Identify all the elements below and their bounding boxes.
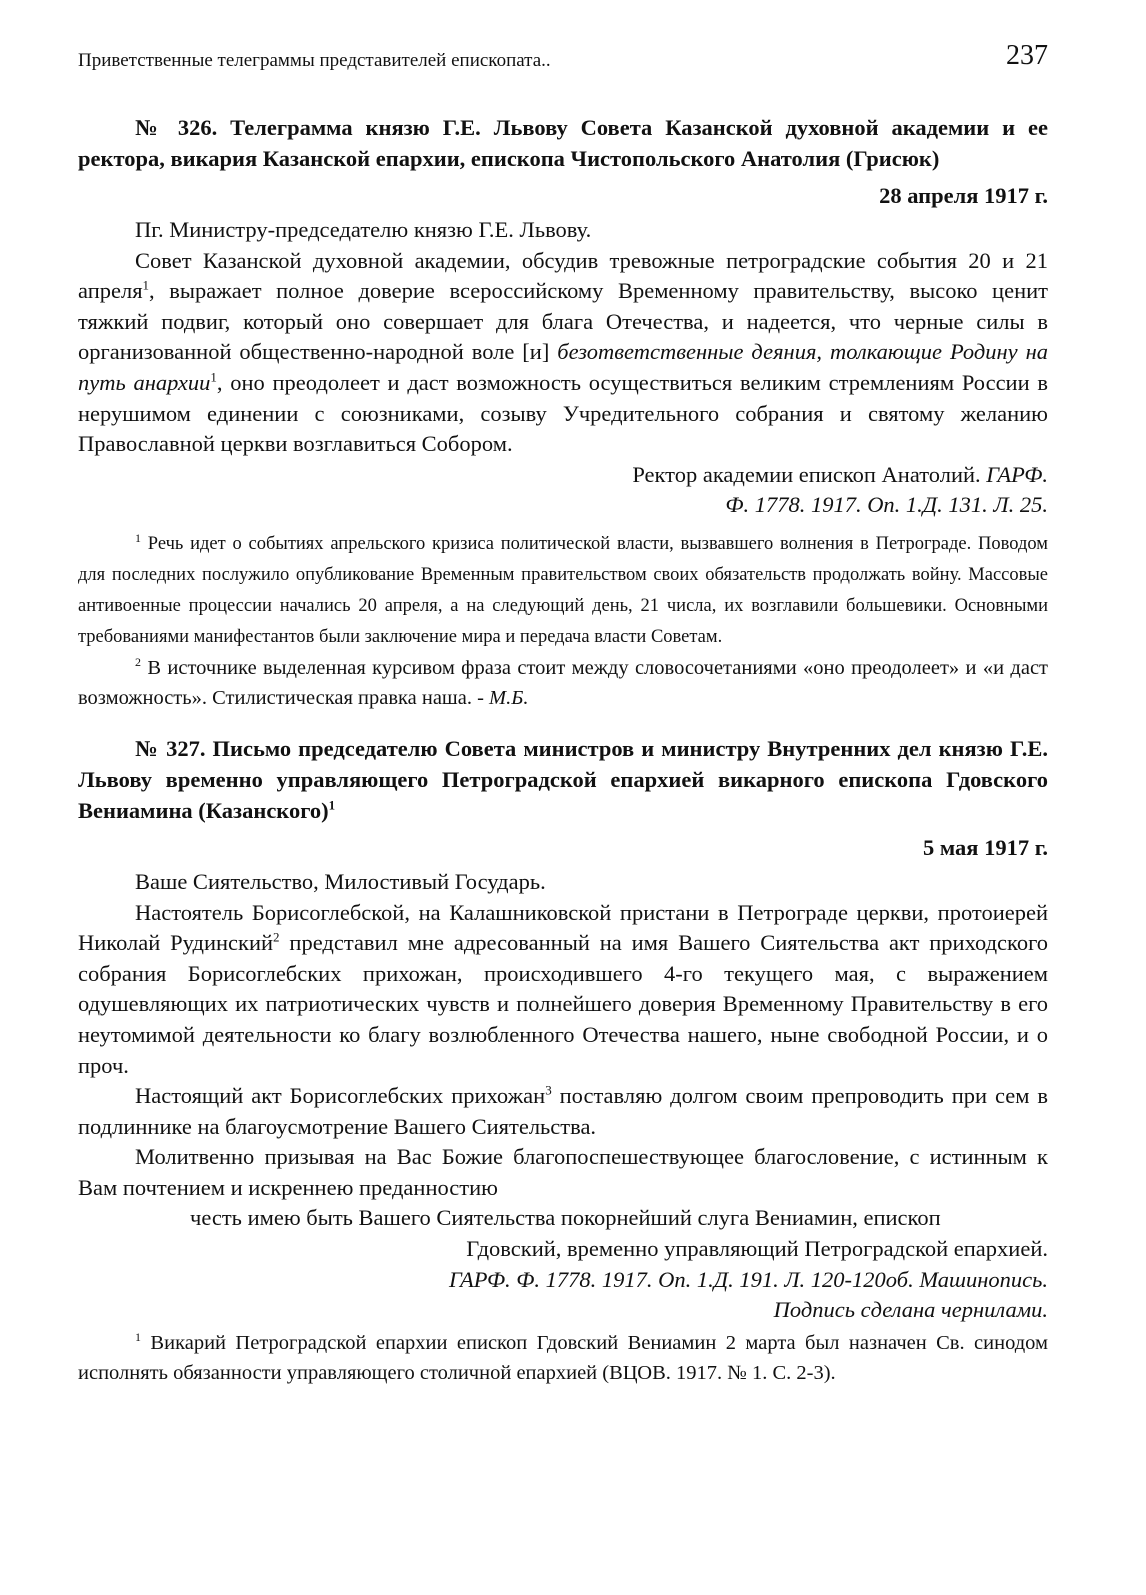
doc-326-address: Пг. Министру-председателю князю Г.Е. Львову. <box>135 217 592 242</box>
doc-327-signature-1: честь имею быть Вашего Сиятельства покорнейший слуга Вениамин, епископ <box>190 1205 941 1231</box>
doc-326-footnote-1 <box>78 529 1048 653</box>
footnote-mark: 1 <box>135 530 141 545</box>
footnote-ref-2: 2 <box>273 929 280 945</box>
doc-326-footnote-2 <box>78 653 1048 713</box>
body-text-b: , выражает полное доверие всероссийскому Временному правительству, высоко ценит тяжкий подвиг, который оно совершает для блага Отечества, и надеется, что черные силы в организованной общественно-народной воле [и] <box>78 278 1048 365</box>
source-archive: ГАРФ. <box>986 461 1048 487</box>
doc-326-heading: № 326. Телеграмма князю Г.Е. Львову Совета Казанской духовной академии и ее ректора, викария Казанской епархии, епископа Чистопольского Анатолия (Грисюк) <box>78 115 1048 171</box>
p2-text-a: Настоящий акт Борисоглебских прихожан <box>135 1083 546 1109</box>
heading-text: № 327. Письмо председателю Совета министров и министру Внутренних дел князю Г.Е. Львову временно управляющего Петроградской епархией викарного епископа Гдовского Вениамина (Казанского) <box>78 735 1048 823</box>
footnote-ref-1: 1 <box>142 277 150 293</box>
p2-text-b: поставляю долгом своим препроводить при сем в подлиннике на благоусмотрение Вашего Сиятельства. <box>78 1083 1049 1139</box>
doc-327-paragraph-1 <box>78 898 1048 1082</box>
heading-footnote-ref: 1 <box>328 797 336 813</box>
running-title: Приветственные телеграммы представителей епископата.. <box>78 50 551 71</box>
doc-327-signature-2: Гдовский, временно управляющий Петроградской епархией. <box>466 1236 1048 1262</box>
doc-327-date: 5 мая 1917 г. <box>922 834 1048 860</box>
footnote-ref-2: 1 <box>210 369 217 385</box>
p1-text-b: представил мне адресованный на имя Вашего Сиятельства акт приходского собрания Борисоглебских прихожан, происходившего 4-го текущего мая, с выражением одушевляющих их патриотических чувств и полнейшего доверия Временному Правительству в его неутомимой деятельности ко благу возлюбленного Отечества нашего, ныне свободной России, и о проч. <box>78 930 1048 1078</box>
doc-327-paragraph-2 <box>78 1081 1048 1142</box>
doc-326-body <box>78 246 1048 460</box>
running-head <box>78 40 1048 88</box>
footnote-text: В источнике выделенная курсивом фраза стоит между словосочетаниями «оно преодолеет» и «и даст возможность». Стилистическая правка наша. - <box>78 656 1049 709</box>
doc-327-salutation: Ваше Сиятельство, Милостивый Государь. <box>135 868 546 894</box>
footnote-text: Викарий Петроградской епархии епископ Гдовский Вениамин 2 марта был назначен Св. синодом исполнять обязанности управляющего столичной епархией (ВЦОВ. 1917. № 1. С. 2-3). <box>78 1331 1048 1384</box>
footnote-mark: 2 <box>135 655 141 670</box>
body-text-a: Совет Казанской духовной академии, обсудив тревожные петроградские события 20 и 21 апреля <box>78 247 1048 304</box>
page-number: 237 <box>1006 40 1048 71</box>
doc-326-signature <box>78 460 1048 491</box>
body-text-c: , оно преодолеет и даст возможность осуществиться великим стремлениям России в нерушимом единении с союзниками, созыву Учредительного собрания и святому желанию Православной церкви возглавиться Собором. <box>78 369 1048 457</box>
doc-327-paragraph-3: Молитвенно призывая на Вас Божие благопоспешествующее благословение, с истинным к Вам почтением и искреннею преданностию <box>78 1144 1048 1200</box>
doc-326-date: 28 апреля 1917 г. <box>879 183 1048 208</box>
body-italic: безответственные деяния, толкающие Родину на путь анархии <box>78 339 1048 395</box>
footnote-mark: 1 <box>135 1330 141 1345</box>
doc-326-source: Ф. 1778. 1917. Оп. 1.Д. 131. Л. 25. <box>725 492 1048 518</box>
signature-text: Ректор академии епископ Анатолий. <box>632 461 987 487</box>
document-page <box>78 40 1048 1388</box>
doc-327-source-note: Подпись сделана чернилами. <box>773 1297 1048 1323</box>
footnote-author: М.Б. <box>489 686 529 709</box>
footnote-ref-3: 3 <box>545 1082 552 1098</box>
doc-327-footnote-1 <box>78 1328 1048 1388</box>
doc-327-source: ГАРФ. Ф. 1778. 1917. Оп. 1.Д. 191. Л. 120-120об. Машинопись. <box>448 1266 1048 1292</box>
doc-327-heading <box>78 733 1048 826</box>
footnote-text: Речь идет о событиях апрельского кризиса политической власти, вызвавшего волнения в Петрограде. Поводом для последних послужило опубликование Временным правительством своих обязательств продолжать войну. Массовые антивоенные процессии начались 20 апреля, а на следующий день, 21 числа, их возглавили большевики. Основными требованиями манифестантов были заключение мира и передача власти Советам. <box>78 533 1048 647</box>
p1-text-a: Настоятель Борисоглебской, на Калашниковской пристани в Петрограде церкви, протоиерей Николай Рудинский <box>78 899 1048 956</box>
